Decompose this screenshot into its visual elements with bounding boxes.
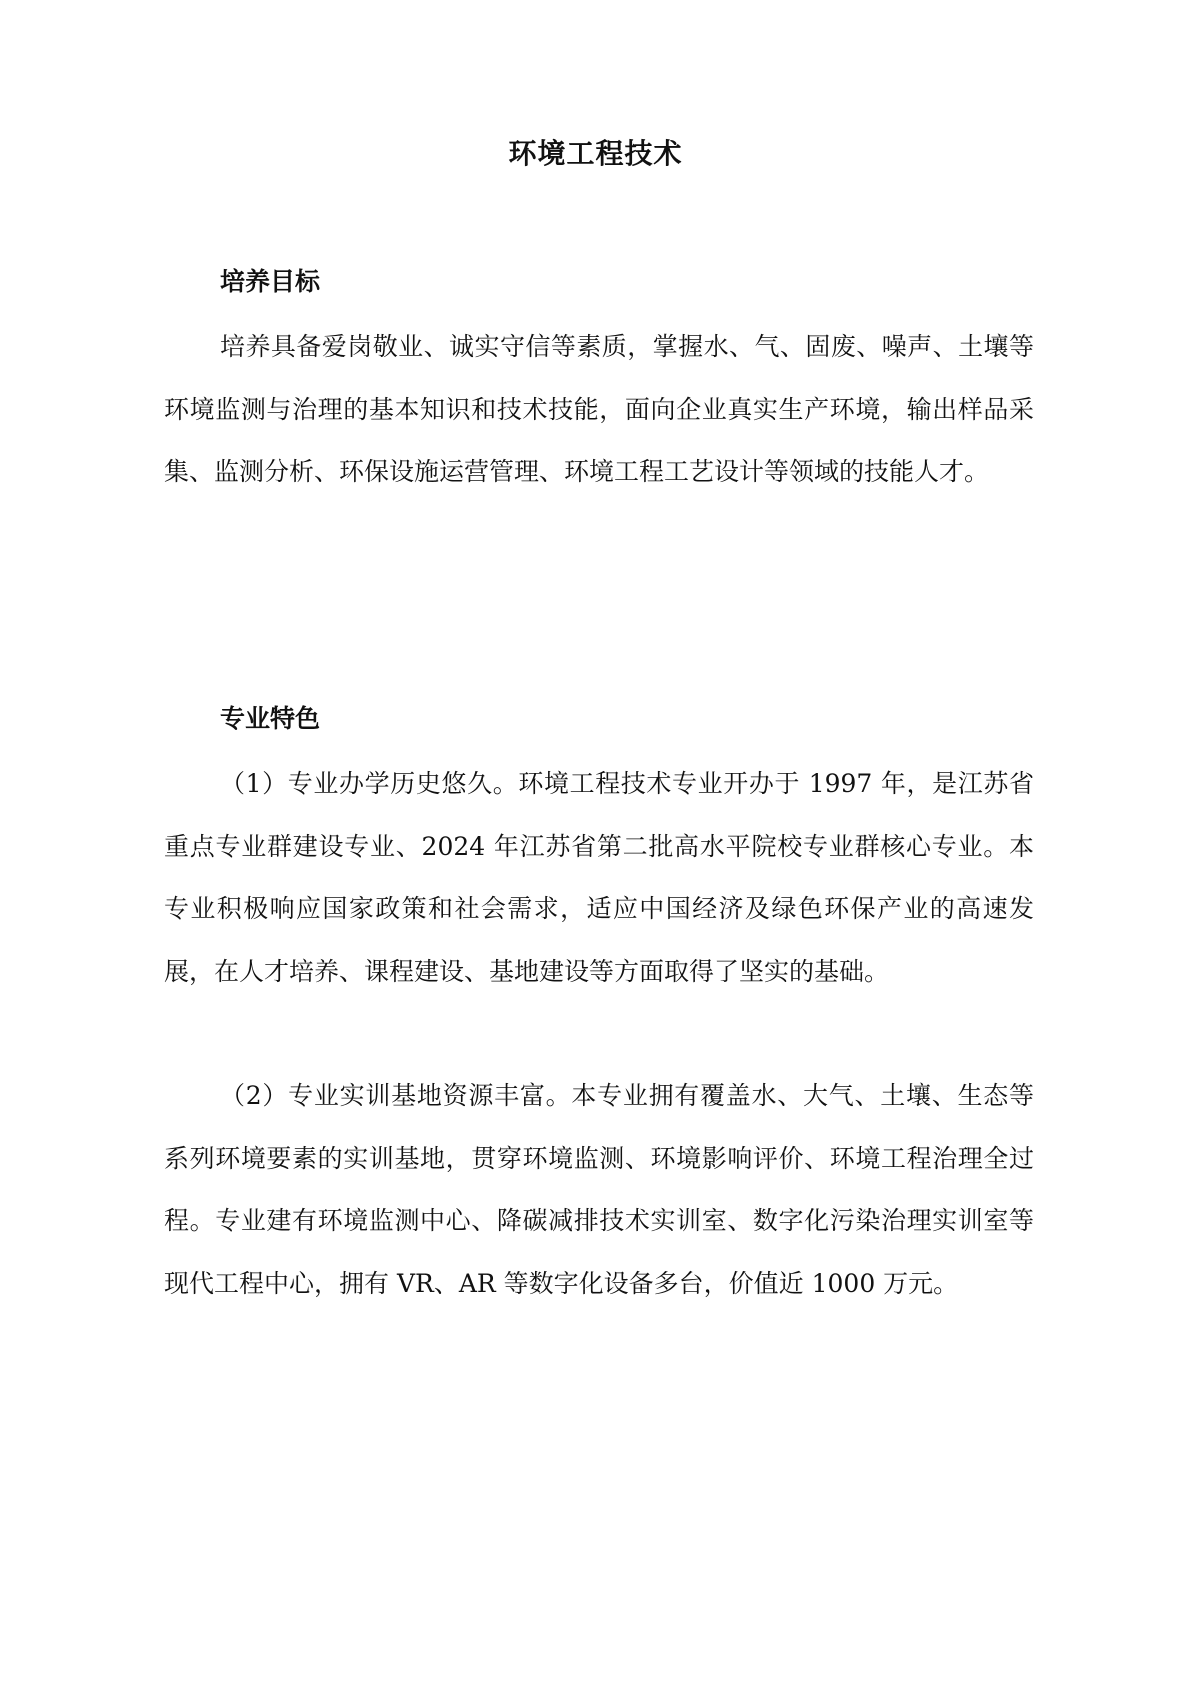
section-heading-features: 专业特色	[220, 704, 321, 733]
section-heading-training-goal: 培养目标	[220, 267, 321, 296]
training-goal-paragraph: 培养具备爱岗敬业、诚实守信等素质，掌握水、气、固废、噪声、土壤等环境监测与治理的基本知识和技术技能，面向企业真实生产环境，输出样品采集、监测分析、环保设施运营管理、环境工程工艺设计等领域的技能人才。	[164, 332, 1034, 486]
feature-paragraph-1: （1）专业办学历史悠久。环境工程技术专业开办于 1997 年，是江苏省重点专业群建设专业、2024 年江苏省第二批高水平院校专业群核心专业。本专业积极响应国家政策和社会需求，适应中国经济及绿色环保产业的高速发展，在人才培养、课程建设、基地建设等方面取得了坚实的基础。	[164, 769, 1034, 986]
document-title: 环境工程技术	[508, 137, 683, 170]
feature-paragraph-2: （2）专业实训基地资源丰富。本专业拥有覆盖水、大气、土壤、生态等系列环境要素的实训基地，贯穿环境监测、环境影响评价、环境工程治理全过程。专业建有环境监测中心、降碳减排技术实训室、数字化污染治理实训室等现代工程中心，拥有 VR、AR 等数字化设备多台，价值近 1000 万元。	[164, 1081, 1034, 1298]
